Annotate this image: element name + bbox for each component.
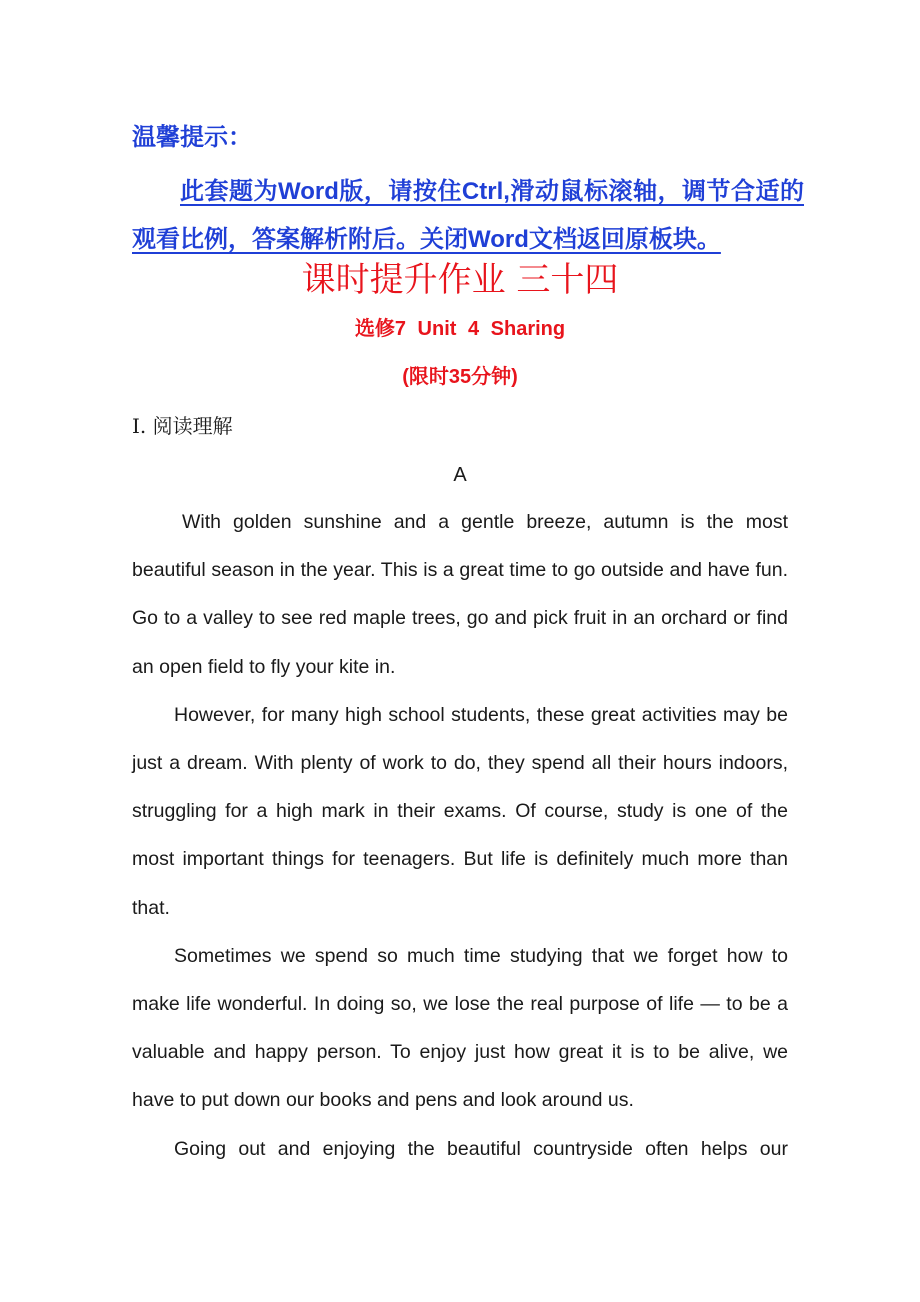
tip-heading: 温馨提示：	[132, 124, 252, 151]
passage-body	[132, 498, 788, 1173]
passage-paragraph-2: However, for many high school students, these great activities may be just a dream. With plenty of work to do, they spend all their hours indoors, struggling for a high mark in their exams. Of course, study is one of the most important things for teenagers. But life is definitely much more than that.	[132, 703, 788, 919]
time-limit: (限时35分钟)	[402, 366, 518, 388]
passage-paragraph-4: Going out and enjoying the beautiful countryside often helps our	[174, 1137, 788, 1160]
tip-body: 此套题为Word版，请按住Ctrl,滑动鼠标滚轴，调节合适的观看比例，答案解析附后。关闭Word文档返回原板块。	[132, 178, 804, 253]
page-title: 课时提升作业 三十四	[301, 260, 619, 300]
passage-label: A	[453, 464, 467, 486]
passage-paragraph-3: Sometimes we spend so much time studying that we forget how to make life wonderful. In doing so, we lose the real purpose of life — to be a valuable and happy person. To enjoy just how great it is to be alive, we have to put down our books and pens and look around us.	[132, 944, 788, 1112]
section-heading: Ⅰ. 阅读理解	[132, 414, 233, 438]
page-subtitle: 选修7 Unit 4 Sharing	[354, 318, 566, 340]
passage-paragraph-1: With golden sunshine and a gentle breeze, autumn is the most beautiful season in the year. This is a great time to go outside and have fun. Go to a valley to see red maple trees, go and pick fruit in an orchard or find an open field to fly your kite in.	[132, 511, 788, 678]
